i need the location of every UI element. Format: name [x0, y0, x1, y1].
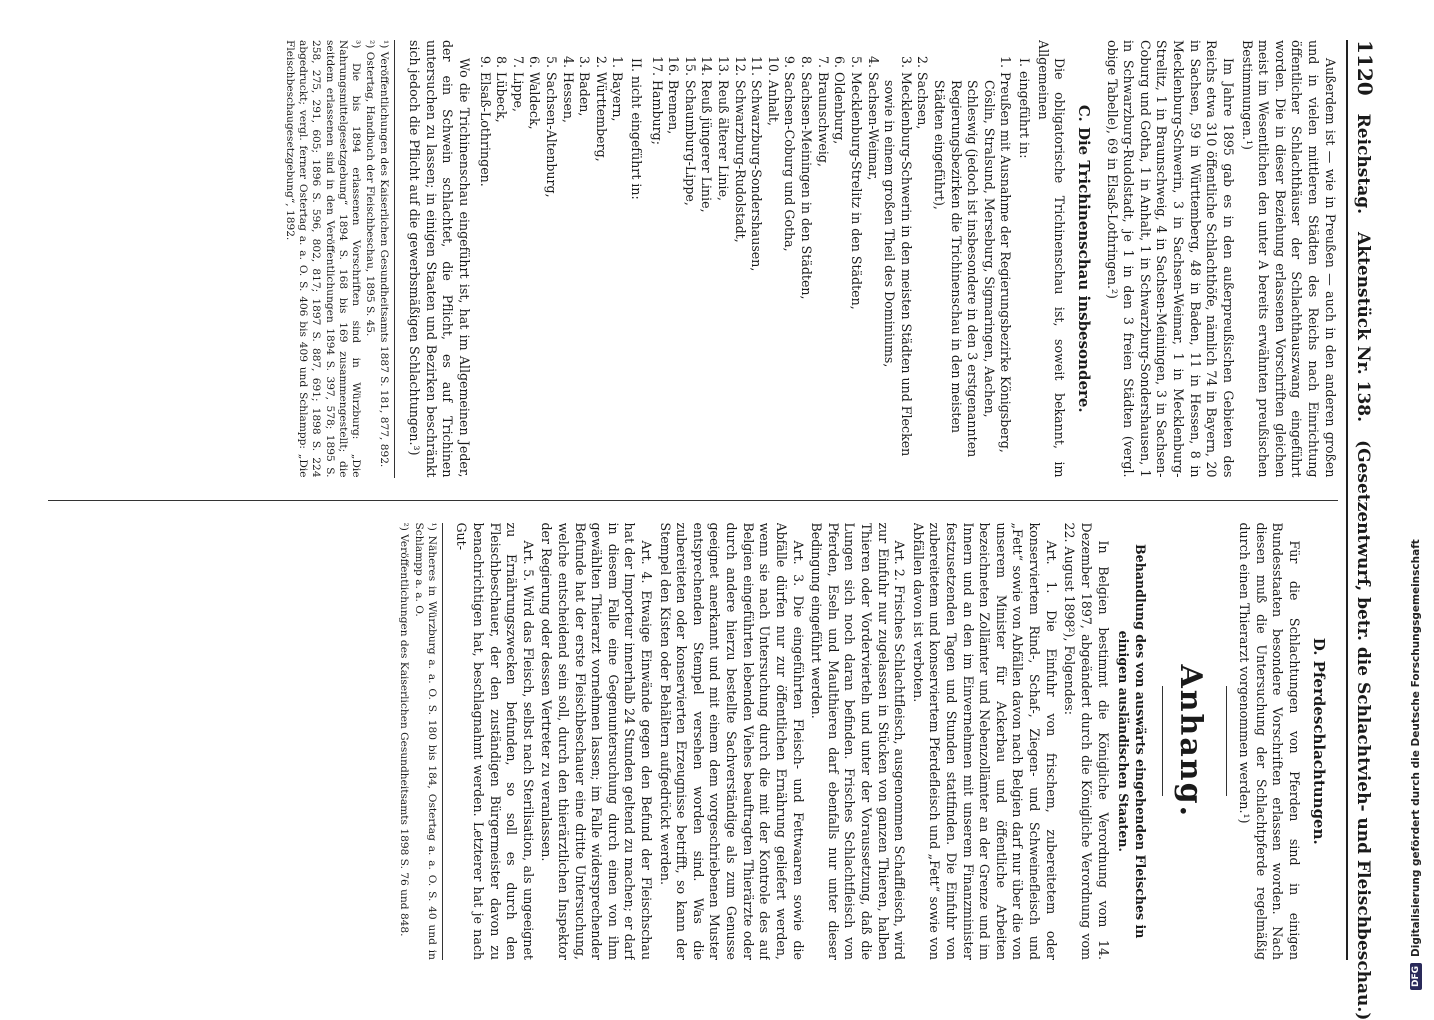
document-number: Aktenstück Nr. 138.	[1353, 232, 1373, 423]
section-c-heading: C. Die Trichinenschau insbesondere.	[1075, 104, 1094, 413]
list-item: 17. Hamburg;	[649, 56, 665, 145]
list-2-heading: II. nicht eingeführt in:	[629, 58, 644, 200]
list-item: 11. Schwarzburg-Sondershausen,	[749, 56, 765, 272]
publication-title: Reichstag.	[1353, 113, 1373, 215]
list-1-heading: I. eingeführt in:	[1017, 58, 1033, 159]
list-item: 8. Lübeck,	[494, 56, 510, 123]
dfg-logo: DFG	[1410, 963, 1422, 990]
intro-paragraph-1: Außerdem ist — wie in Preußen — auch in den anderen großen und in vielen mittleren Städten des Reichs nach Einrichtung öffentlicher Schlachthäuser der Schlachthauszwang eingeführt worden. Die in dieser Beziehung erlassenen Vorschriften gleichen meist im Wesentlichen den unter A bereits erwähnten preußischen Bestimmungen.¹)	[1239, 40, 1338, 478]
section-c-outro: Wo die Trichinenschau eingeführt ist, hat im Allgemeinen Jeder, der ein Schwein schlachtet, die Pflicht, es auf Trichinen untersuchen zu lassen; in einigen Staaten und Bezirken beschränkt sich jedoch die Pflicht auf die gewerbsmäßigen Schlachtungen.³)	[407, 40, 472, 478]
list-item: 7. Braunschweig,	[815, 56, 831, 167]
article-paragraph: Art. 3. Die eingeführten Fleisch- und Fettwaaren sowie die Abfälle dürfen nur zur öffentlichen Ernährung geliefert werden, wenn sie nach Untersuchung durch die mit der Kontrole des auf Belgien eingeführten lebenden Viehes beauftragten Thierärzte oder durch andere hierzu bestellte Sachverständige als zum Genusse geeignet anerkannt und mit einem dem vorgeschriebenen Muster entsprechenden Stempel versehen worden sind. Was die zubereiteten oder konservierten Erzeugnisse betrifft, so kann der Stempel den Kisten oder Behältern aufgedrückt werden.	[657, 522, 806, 960]
introduced-list	[648, 40, 1013, 478]
list-item: 2. Sachsen,	[915, 56, 931, 130]
section-c-intro: Die obligatorische Trichinenschau ist, soweit bekannt, im Allgemeinen	[1035, 40, 1068, 478]
left-footnotes	[283, 40, 396, 478]
list-item: 7. Lippe,	[510, 56, 526, 112]
list-item: 6. Waldeck,	[527, 56, 543, 130]
footnote: ¹) Näheres in Würzburg a. a. O. S. 180 bis 184, Ostertag a. a. O. S. 40 und in Schlampp a. a. O.	[412, 522, 438, 960]
list-item: 2. Württemberg,	[593, 56, 609, 162]
list-item: 10. Anhalt,	[765, 56, 781, 126]
article-paragraph: Art. 5. Wird das Fleisch, selbst nach Sterilisation, als ungeeignet zu Ernährungszwecken befunden, so soll es durch den Fleischbeschauer, der den zuständigen Bürgermeister davon zu benachrichtigen hat, beschlagnahmt werden. Letzterer hat je nach Gut-	[454, 522, 536, 960]
footnote: ²) Ostertag, Handbuch der Fleischbeschau, 1895 S. 45.	[364, 40, 377, 337]
text-columns	[48, 40, 1338, 960]
appendix-title: Anhang.	[1173, 664, 1209, 819]
right-column	[48, 523, 1338, 961]
not-introduced-list	[476, 40, 625, 478]
list-item: 4. Hessen,	[560, 56, 576, 123]
list-item: 9. Sachsen-Coburg und Gotha,	[782, 56, 798, 252]
list-item: 16. Bremen,	[666, 56, 682, 135]
belgium-intro: In Belgien bestimmt die Königliche Verordnung vom 14. Dezember 1897, abgeändert durch die Königliche Verordnung vom 22. August 1898²), Folgendes:	[1062, 522, 1111, 960]
intro-paragraph-2: Im Jahre 1895 gab es in den außerpreußischen Gebieten des Reichs etwa 310 öffentliche Schlachthöfe, nämlich 74 in Bayern, 20 in Sachsen, 59 in Württemberg, 48 in Baden, 11 in Hessen, 8 in Mecklenburg-Schwerin, 3 in Sachsen-Weimar, 1 in Mecklenburg-Strelitz, 1 in Braunschweig, 4 in Sachsen-Meiningen, 3 in Sachsen-Coburg und Gotha, 1 in Anhalt, 1 in Schwarzburg-Sondershausen, 1 in Schwarzburg-Rudolstadt, je 1 in den 3 freien Städten (vergl. obige Tabelle), 69 in Elsaß-Lothringen.²)	[1104, 40, 1236, 478]
appendix-heading: Behandlung des von auswärts eingehenden Fleisches in einigen ausländischen Staaten.	[1116, 544, 1148, 939]
page-header	[1346, 40, 1378, 1020]
article-paragraph: Art. 1. Die Einfuhr von frischem, zubereitetem oder konserviertem Rind-, Schaf-, Ziegen- und Schweinefleisch und „Fett“ sowie von Abfällen davon nach Belgien darf nur über die von unserem Minister für Ackerbau und öffentliche Arbeiten bezeichneten Zollämter und Nebenzollämter an der Grenze und im Innern und an den im Einvernehmen mit unserem Finanzminister festzusetzenden Tagen und Stunden stattfinden. Die Einfuhr von zubereitetem und konserviertem Pferdefleisch und „Fett“ sowie von Abfällen davon ist verboten.	[910, 522, 1059, 960]
list-item: 4. Sachsen-Weimar,	[865, 56, 881, 181]
section-divider	[1226, 686, 1227, 796]
page-number: 1120	[1353, 40, 1377, 96]
list-item: 13. Reuß älterer Linie,	[716, 56, 732, 202]
list-item: 9. Elsaß-Lothringen.	[477, 56, 493, 187]
article-paragraph: Art. 4. Etwaige Einwände gegen den Befund der Fleischschau hat der Importeur innerhalb 24 Stunden geltend zu machen; er darf in diesem Falle eine Gegenuntersuchung durch einen von ihm gewählten Thierarzt vornehmen lassen; im Falle widersprechender Befunde hat der erste Fleischbeschauer eine dritte Untersuchung, welche entscheidend sein soll, durch den thierärztlichen Inspektor der Regierung oder dessen Vertreter zu veranlassen.	[539, 522, 655, 960]
footnote: ²) Veröffentlichungen des Kaiserlichen Gesundheitsamts 1898 S. 76 und 848.	[398, 522, 411, 937]
digitization-note	[1398, 0, 1434, 1000]
list-item: 1. Preußen mit Ausnahme der Regierungsbezirke Königsberg, Cöslin, Stralsund, Merseburg, Sigmaringen, Aachen, Schleswig (jedoch ist insbesondere in den 3 erstgenannten Regierungsbezirken die Trichinenschau in den meisten Städten eingeführt),	[931, 56, 1014, 458]
section-d-heading: D. Pferdeschlachtungen.	[1309, 637, 1328, 845]
list-item: 6. Oldenburg,	[832, 56, 848, 145]
section-d-text: Für die Schlachtungen von Pferden sind in einigen Bundesstaaten besondere Vorschriften erlassen worden. Nach diesen muß die Untersuchung der Schlachtpferde regelmäßig durch einen Thierarzt vorgenommen werden.¹)	[1236, 522, 1302, 960]
digitization-text: Digitalisierung gefördert durch die Deutsche Forschungsgemeinschaft	[1410, 539, 1422, 957]
column-divider	[48, 500, 1338, 501]
footnote: ¹) Veröffentlichungen des Kaiserlichen Gesundheitsamts 1887 S. 181, 877, 892.	[378, 40, 391, 468]
list-item: 5. Sachsen-Altenburg,	[543, 56, 559, 198]
list-item: 15. Schaumburg-Lippe,	[682, 56, 698, 206]
list-item: 14. Reuß jüngerer Linie,	[699, 56, 715, 213]
footnote: ³) Die bis 1894 erlassenen Vorschriften sind in Würzburg: „Die Nahrungsmittelgesetzgebung“ 1894 S. 168 bis 169 zusammengestellt; die seitdem erlassenen sind in den Veröffentlichungen 1894 S. 397, 578; 1895 S. 258, 275, 291, 605; 1896 S. 596, 802, 817; 1897 S. 887, 691; 1898 S. 224 abgedruckt; vergl. ferner Ostertag a. a. O. S. 406 bis 409 und Schlampp: „Die Fleischbeschaugesetzgebung“, 1892.	[283, 40, 362, 478]
list-item: 3. Mecklenburg-Schwerin in den meisten Städten und Flecken sowie in einem großen Theil des Dominiums,	[882, 56, 914, 457]
left-column	[48, 40, 1338, 478]
article-paragraph: Art. 2. Frisches Schlachtfleisch, ausgenommen Schaffleisch, wird zur Einfuhr nur zugelassen in Stücken von ganzen Thieren, halben Thieren oder Vordervierteln und unter der Voraussetzung, daß die Lungen sich noch daran befinden. Frisches Schlachtfleisch von Pferden, Eseln und Maulthieren darf ebenfalls nur unter dieser Bedingung eingeführt werden.	[809, 522, 908, 960]
document-subject: (Gesetzentwurf, betr. die Schlachtvieh- und Fleischbeschau.)	[1353, 440, 1373, 1020]
section-divider	[1162, 686, 1163, 796]
list-item: 8. Sachsen-Meiningen in den Städten,	[799, 56, 815, 300]
list-item: 5. Mecklenburg-Strelitz in den Städten,	[848, 56, 864, 310]
digitization-sidebar	[1398, 0, 1434, 1000]
list-item: 1. Bayern,	[610, 56, 626, 122]
list-item: 3. Baden,	[577, 56, 593, 117]
right-footnotes	[397, 523, 443, 961]
list-item: 12. Schwarzburg-Rudolstadt,	[732, 56, 748, 243]
